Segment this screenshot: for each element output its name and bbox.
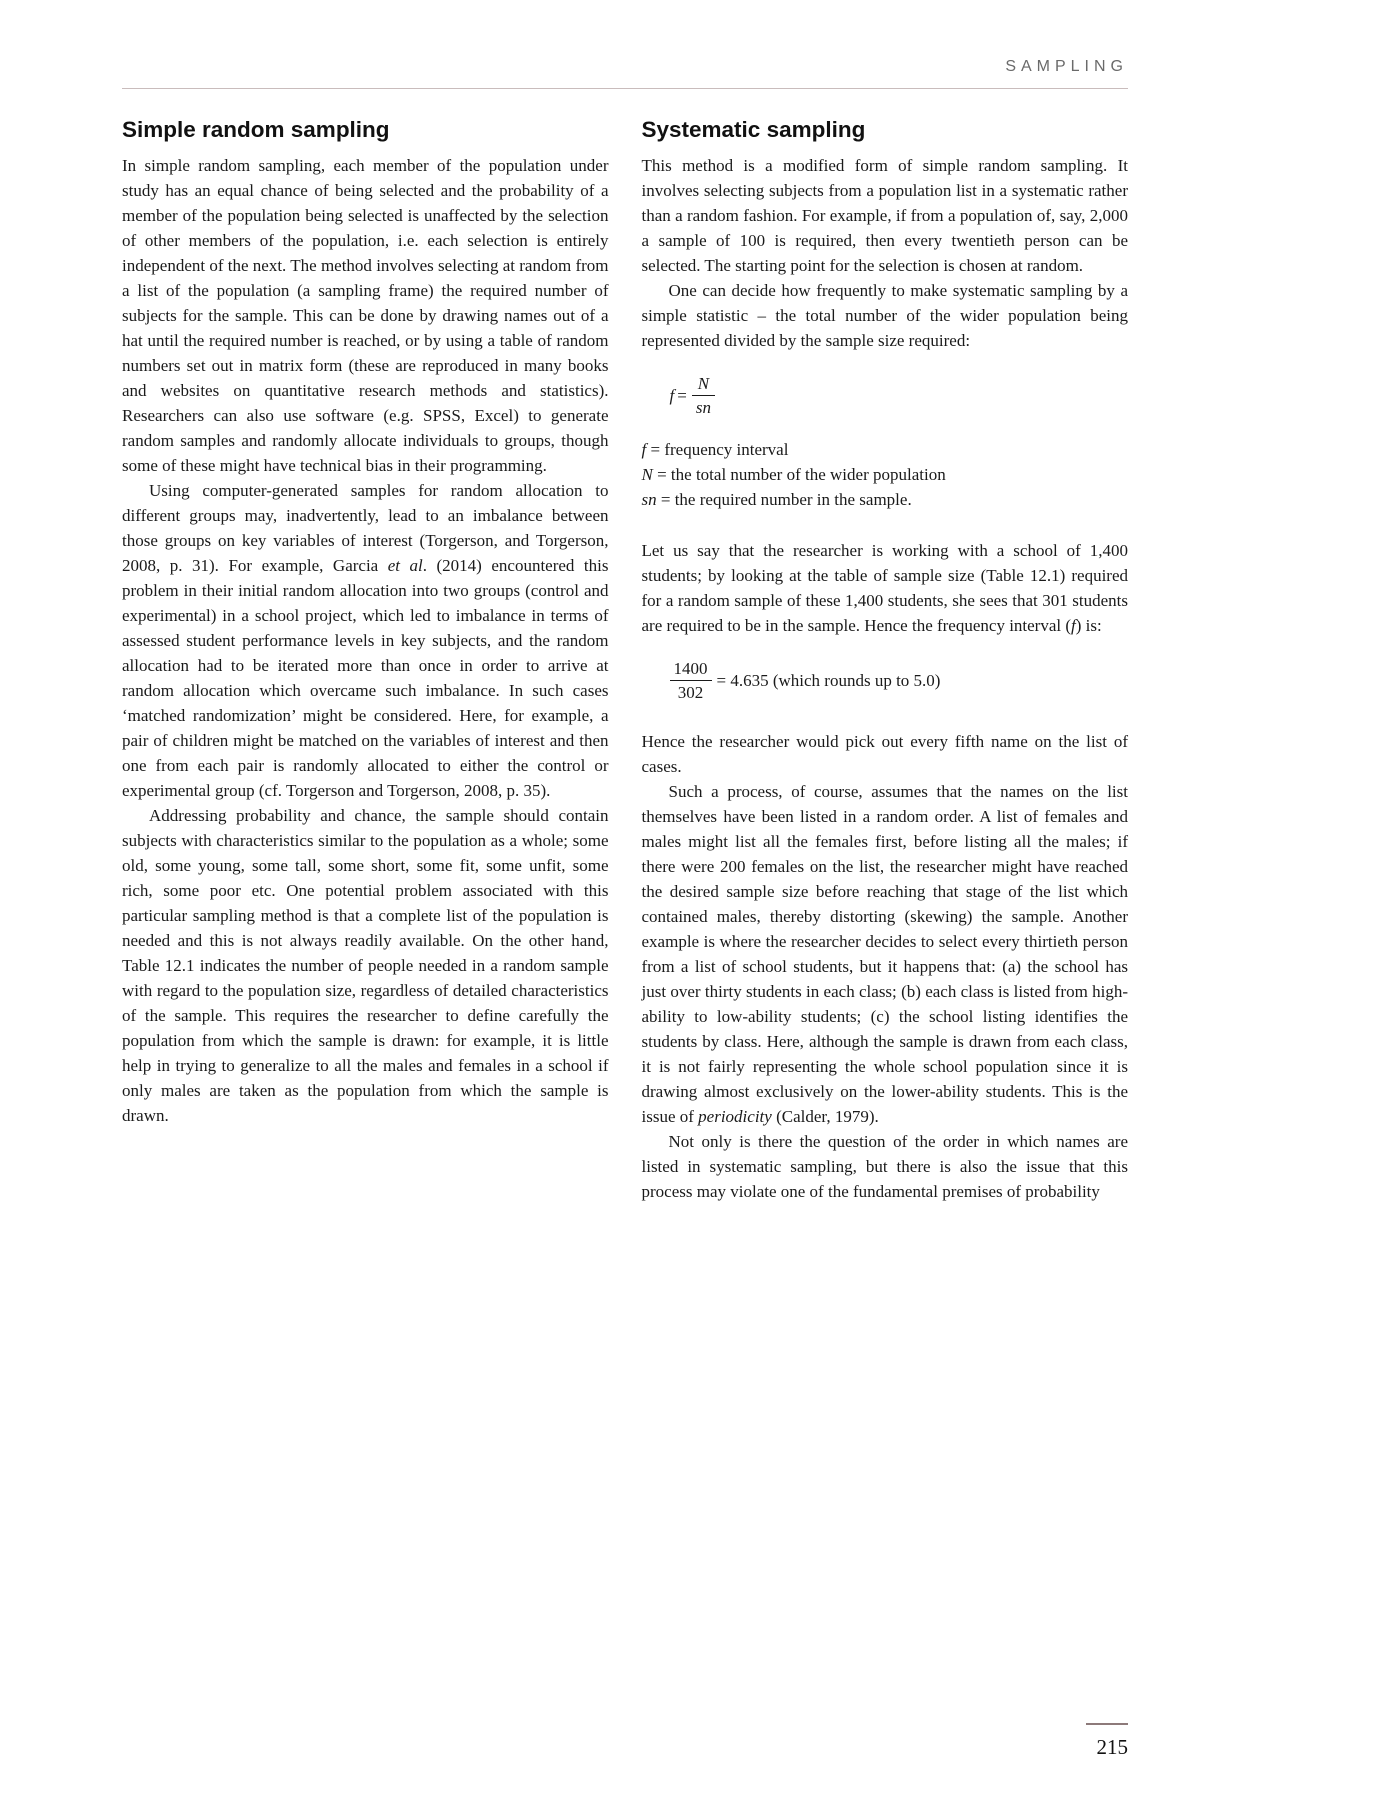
paragraph (122, 478, 609, 803)
formula-definitions (642, 437, 1129, 512)
formula-frequency-calculation (670, 658, 1129, 704)
two-column-layout (122, 117, 1128, 1204)
italic-text-run: et al (387, 556, 423, 575)
text-run: (Calder, 1979). (771, 1107, 879, 1126)
heading-simple-random-sampling: Simple random sampling (122, 117, 390, 142)
footer-rule (1086, 1723, 1128, 1725)
italic-text-run: periodicity (698, 1107, 772, 1126)
fraction-numerator: N (697, 374, 710, 393)
paragraph (642, 538, 1129, 638)
page-header (122, 58, 1128, 76)
heading-systematic-sampling: Systematic sampling (641, 117, 866, 142)
fraction-denominator: sn (692, 395, 715, 418)
paragraph: Hence the researcher would pick out every fifth name on the list of cases. (641, 732, 1128, 776)
page-number: 215 (1096, 1735, 1128, 1759)
text-run: ) is: (1075, 615, 1102, 635)
variable-N: N (641, 464, 653, 484)
formula-frequency-interval (670, 373, 1129, 419)
text-run: Such a process, of course, assumes that the names on the list themselves have been listed in a random order. A list of females and males might list all the females first, before listing all the males; if there were 200 females on the list, the researcher might have reached the desired sample size before reaching that stage of the list which contained males, thereby distorting (skewing) the sample. Another example is where the researcher decides to select every thirtieth person from a list of school students, but it happens that: (a) the school has just over thirty students in each class; (b) each class is listed from high-ability to low-ability students; (c) the school listing identifies the students by class. Here, although the sample is drawn from each class, it is not fairly representing the whole school population since it is drawing almost exclusively on the lower-ability students. This is the issue of (641, 782, 1128, 1126)
fraction-denominator: 302 (670, 680, 712, 703)
definition-text: = the required number in the sample. (656, 489, 912, 509)
paragraph: In simple random sampling, each member of the population under study has an equal chance of being selected and the probability of a member of the population being selected is unaffected by the selection of other members of the population, i.e. each selection is entirely independent of the next. The method involves selecting at random from a list of the population (a sampling frame) the required number of subjects for the sample. This can be done by drawing names out of a hat until the required number is reached, or by using a table of random numbers set out in matrix form (these are reproduced in many books and websites on quantitative research methods and statistics). Researchers can also use software (e.g. SPSS, Excel) to generate random samples and randomly allocate individuals to groups, though some of these might have technical bias in their programming. (122, 156, 609, 475)
equals-sign: = (677, 386, 687, 406)
paragraph: Not only is there the question of the order in which names are listed in systematic sampling, but there is also the issue that this process may violate one of the fundamental premises of probability (641, 1132, 1128, 1201)
paragraph (642, 779, 1129, 1129)
variable-f: f (641, 439, 647, 459)
fraction-numerator: 1400 (673, 658, 708, 678)
paragraph: This method is a modified form of simple random sampling. It involves selecting subjects from a population list in a systematic rather than a random fashion. For example, if from a population of, say, 2,000 a sample of 100 is required, then every twentieth person can be selected. The starting point for the selection is chosen at random. (641, 156, 1128, 275)
definition-text: = the total number of the wider population (652, 464, 946, 484)
fraction (692, 373, 715, 419)
definition-frequency-interval (642, 437, 1129, 462)
paragraph: Addressing probability and chance, the sample should contain subjects with characteristics similar to the population as a whole; some old, some young, some tall, some short, some fit, some unfit, some rich, some poor etc. One potential problem associated with this particular sampling method is that a complete list of the population is needed and this is not always readily available. On the other hand, Table 12.1 indicates the number of people needed in a random sample with regard to the population size, regardless of detailed characteristics of the sample. This requires the researcher to define carefully the population from which the sample is drawn: for example, it is little help in trying to generalize to all the males and females in a school if only males are taken as the population from which the sample is drawn. (122, 806, 609, 1125)
running-head: SAMPLING (1005, 58, 1128, 75)
definition-required-number (642, 487, 1129, 512)
italic-text-run: f (1071, 615, 1076, 635)
fraction (670, 658, 712, 704)
text-run: . (2014) encountered this problem in their initial random allocation into two groups (control and experimental) in a school project, which led to imbalance in terms of assessed student performance levels in key subjects, and the random allocation had to be iterated more than once in order to arrive at random allocation which overcame such imbalance. In such cases ‘matched randomization’ might be considered. Here, for example, a pair of children might be matched on the variables of interest and then one from each pair is randomly allocated to either the control or experimental group (cf. Torgerson and Torgerson, 2008, p. 35). (122, 556, 609, 800)
right-column (642, 117, 1129, 1204)
text-run: Let us say that the researcher is working with a school of 1,400 students; by looking at the table of sample size (Table 12.1) required for a random sample of these 1,400 students, she sees that 301 students are required to be in the sample. Hence the frequency interval ( (641, 540, 1128, 635)
text-run: Using computer-generated samples for random allocation to different groups may, inadvertently, lead to an imbalance between those groups on key variables of interest (Torgerson, and Torgerson, 2008, p. 31). For example, Garcia (122, 481, 609, 575)
definition-text: = frequency interval (646, 439, 789, 459)
page-footer (1086, 1723, 1128, 1760)
header-rule (122, 88, 1128, 89)
left-column (122, 117, 609, 1204)
paragraph: One can decide how frequently to make systematic sampling by a simple statistic – the total number of the wider population being represented divided by the sample size required: (641, 281, 1128, 350)
variable-sn: sn (641, 489, 657, 509)
formula-variable-f: f (669, 386, 675, 406)
definition-total-population (642, 462, 1129, 487)
calculation-result: = 4.635 (which rounds up to 5.0) (716, 670, 941, 690)
